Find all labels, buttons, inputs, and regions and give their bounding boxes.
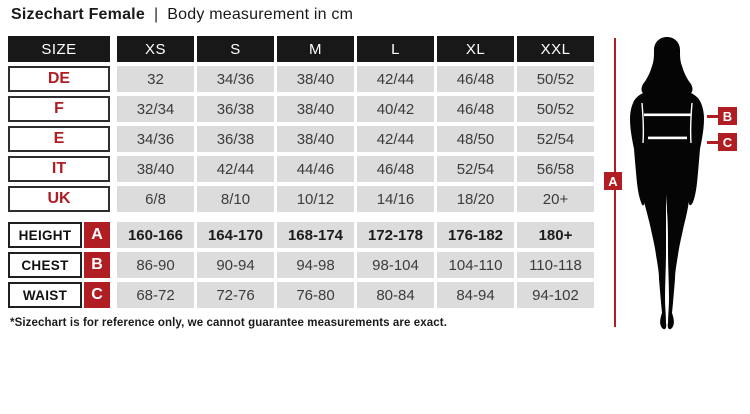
size-cell: 20+ bbox=[517, 186, 594, 212]
size-cell: 50/52 bbox=[517, 96, 594, 122]
size-cell: 46/48 bbox=[437, 66, 514, 92]
size-cell: 6/8 bbox=[117, 186, 194, 212]
size-cell: 46/48 bbox=[437, 96, 514, 122]
row-label-waist: WAIST bbox=[8, 282, 82, 308]
measure-cell: 76-80 bbox=[277, 282, 354, 308]
marker-badge-c: C bbox=[84, 282, 110, 308]
measure-cell: 84-94 bbox=[437, 282, 514, 308]
female-body-silhouette bbox=[620, 33, 720, 333]
measure-cell: 86-90 bbox=[117, 252, 194, 278]
measure-cell: 98-104 bbox=[357, 252, 434, 278]
footnote: *Sizechart is for reference only, we cannot guarantee measurements are exact. bbox=[10, 317, 447, 329]
size-cell: 36/38 bbox=[197, 126, 274, 152]
measure-cell: 72-76 bbox=[197, 282, 274, 308]
header-cell-xs: XS bbox=[117, 36, 194, 62]
measure-row-chest bbox=[8, 252, 597, 278]
measure-cell: 160-166 bbox=[117, 222, 194, 248]
size-row-e bbox=[8, 126, 597, 152]
size-cell: 52/54 bbox=[517, 126, 594, 152]
marker-badge-b: B bbox=[84, 252, 110, 278]
figure-marker-b: B bbox=[718, 107, 737, 125]
measure-row-height bbox=[8, 222, 597, 248]
measure-cell: 104-110 bbox=[437, 252, 514, 278]
figure-marker-c: C bbox=[718, 133, 737, 151]
measure-cell: 80-84 bbox=[357, 282, 434, 308]
size-row-f bbox=[8, 96, 597, 122]
measure-cell: 168-174 bbox=[277, 222, 354, 248]
size-cell: 10/12 bbox=[277, 186, 354, 212]
row-label-de: DE bbox=[8, 66, 110, 92]
size-rows bbox=[8, 66, 597, 212]
measure-cell: 176-182 bbox=[437, 222, 514, 248]
size-cell: 42/44 bbox=[357, 66, 434, 92]
title-subtitle: Body measurement in cm bbox=[167, 6, 354, 23]
marker-badge-a: A bbox=[84, 222, 110, 248]
size-cell: 38/40 bbox=[277, 66, 354, 92]
size-row-it bbox=[8, 156, 597, 182]
row-label-chest: CHEST bbox=[8, 252, 82, 278]
size-cell: 8/10 bbox=[197, 186, 274, 212]
header-cell-s: S bbox=[197, 36, 274, 62]
size-cell: 50/52 bbox=[517, 66, 594, 92]
size-cell: 18/20 bbox=[437, 186, 514, 212]
header-cell-xl: XL bbox=[437, 36, 514, 62]
size-cell: 36/38 bbox=[197, 96, 274, 122]
size-cell: 56/58 bbox=[517, 156, 594, 182]
measure-cell: 164-170 bbox=[197, 222, 274, 248]
measure-cell: 94-98 bbox=[277, 252, 354, 278]
figure-marker-a: A bbox=[604, 172, 622, 190]
size-cell: 38/40 bbox=[277, 96, 354, 122]
waist-line bbox=[648, 137, 687, 140]
size-cell: 46/48 bbox=[357, 156, 434, 182]
body-shape bbox=[630, 37, 704, 329]
row-label-e: E bbox=[8, 126, 110, 152]
size-table bbox=[8, 36, 597, 312]
measure-rows bbox=[8, 222, 597, 308]
measure-cell: 180+ bbox=[517, 222, 594, 248]
size-cell: 52/54 bbox=[437, 156, 514, 182]
measure-cell: 172-178 bbox=[357, 222, 434, 248]
size-cell: 42/44 bbox=[197, 156, 274, 182]
measure-cell: 68-72 bbox=[117, 282, 194, 308]
size-row-uk bbox=[8, 186, 597, 212]
measure-cell: 94-102 bbox=[517, 282, 594, 308]
size-row-de bbox=[8, 66, 597, 92]
row-label-it: IT bbox=[8, 156, 110, 182]
title-separator: | bbox=[153, 6, 159, 23]
size-cell: 38/40 bbox=[117, 156, 194, 182]
size-cell: 48/50 bbox=[437, 126, 514, 152]
size-cell: 32/34 bbox=[117, 96, 194, 122]
title-main: Sizechart Female bbox=[11, 6, 145, 23]
header-cell-xxl: XXL bbox=[517, 36, 594, 62]
header-cell-l: L bbox=[357, 36, 434, 62]
size-cell: 40/42 bbox=[357, 96, 434, 122]
measure-cell: 110-118 bbox=[517, 252, 594, 278]
size-cell: 32 bbox=[117, 66, 194, 92]
page-title bbox=[11, 6, 353, 24]
size-cell: 42/44 bbox=[357, 126, 434, 152]
size-cell: 44/46 bbox=[277, 156, 354, 182]
row-label-height: HEIGHT bbox=[8, 222, 82, 248]
size-cell: 34/36 bbox=[117, 126, 194, 152]
size-cell: 14/16 bbox=[357, 186, 434, 212]
chest-line bbox=[644, 114, 691, 117]
table-header-row bbox=[8, 36, 597, 62]
measure-row-waist bbox=[8, 282, 597, 308]
header-cell-size: SIZE bbox=[8, 36, 110, 62]
size-cell: 38/40 bbox=[277, 126, 354, 152]
size-cell: 34/36 bbox=[197, 66, 274, 92]
row-label-f: F bbox=[8, 96, 110, 122]
row-label-uk: UK bbox=[8, 186, 110, 212]
header-cell-m: M bbox=[277, 36, 354, 62]
measure-cell: 90-94 bbox=[197, 252, 274, 278]
